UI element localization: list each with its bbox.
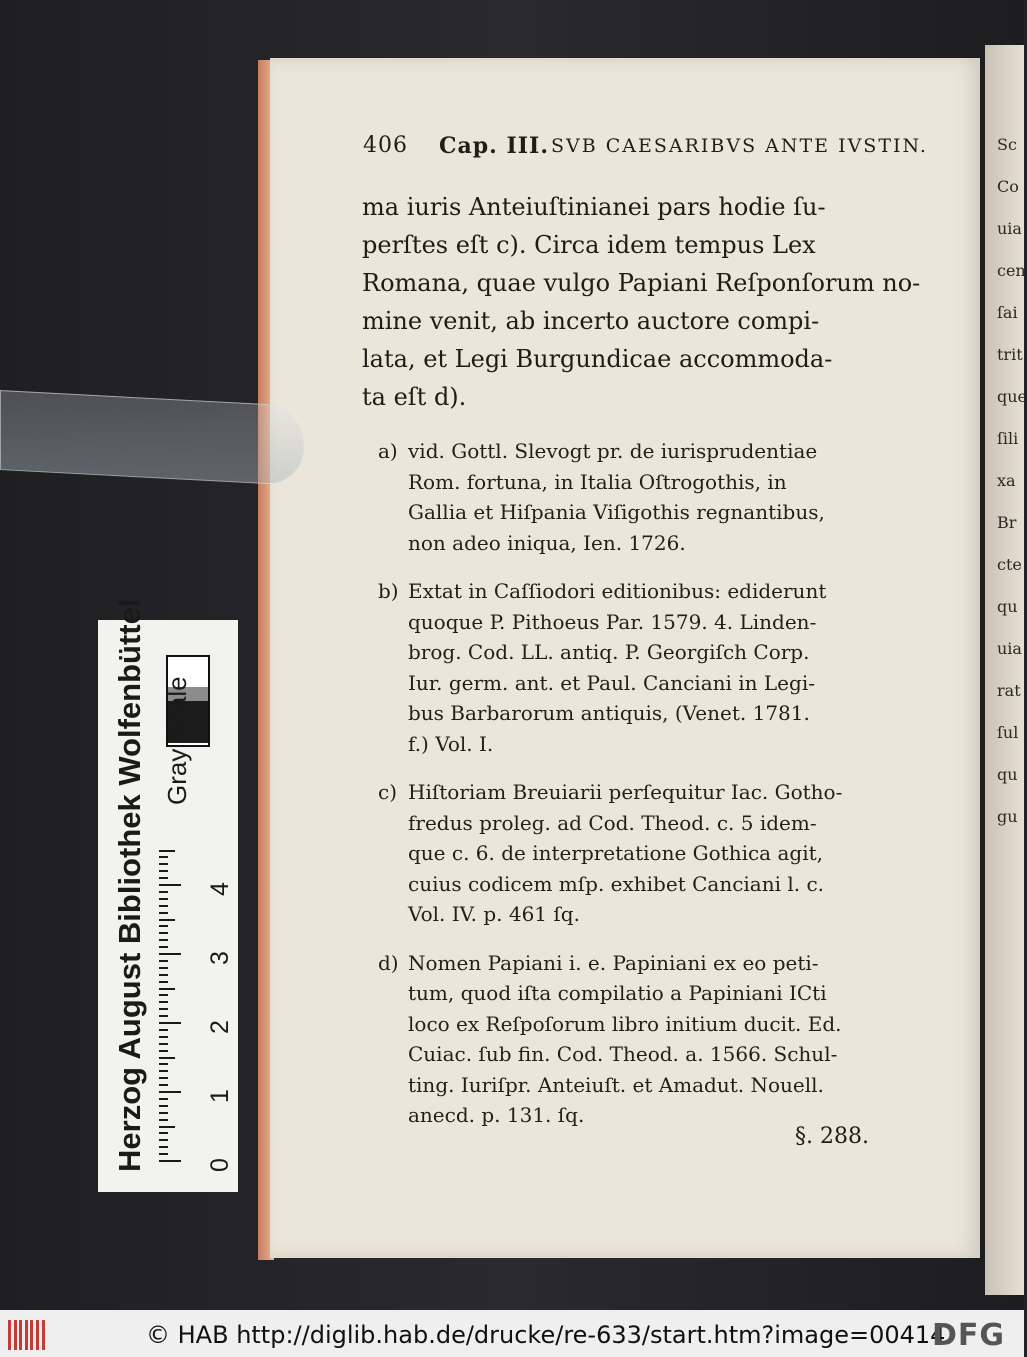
ruler-number-4: 4 — [206, 882, 234, 896]
facing-page-fragment: ſul — [997, 723, 1019, 742]
facing-page-fragment: gu — [997, 807, 1018, 826]
footnotes — [378, 436, 898, 1149]
ruler-tick — [159, 1139, 168, 1141]
ruler-tick — [159, 946, 168, 948]
facing-page-fragment: que — [997, 387, 1027, 406]
ruler-tick — [159, 850, 175, 852]
footnote-line: f.) Vol. I. — [408, 731, 494, 756]
facing-page-fragment: Sc — [997, 135, 1017, 154]
footnote-marker: d) — [378, 950, 399, 975]
ruler-tick — [159, 1022, 181, 1024]
ruler-tick — [159, 1146, 168, 1148]
ruler-tick — [159, 1036, 168, 1038]
facing-page-fragment: ſili — [997, 429, 1019, 448]
facing-page-fragment: qu — [997, 765, 1018, 784]
ruler-tick — [159, 1119, 168, 1121]
footnote-line: anecd. p. 131. ſq. — [408, 1103, 585, 1127]
ruler-tick — [159, 919, 175, 921]
footer-copyright-url[interactable]: © HAB http://diglib.hab.de/drucke/re-633/start.htm?image=00414 — [146, 1321, 946, 1349]
ruler-tick — [159, 905, 168, 907]
ruler-tick — [159, 925, 168, 927]
footnote-line: vid. Gottl. Slevogt pr. de iurisprudentiae — [408, 439, 818, 463]
footnote-line: ting. Iuriſpr. Anteiuſt. et Amadut. Nouell. — [408, 1072, 824, 1097]
ruler-tick — [159, 1091, 181, 1093]
dfg-logo: DFG — [932, 1318, 1006, 1353]
footnote-line: Rom. fortuna, in Italia Oſtrogothis, in — [408, 469, 787, 494]
ruler-number-1: 1 — [206, 1089, 234, 1103]
footnote-line: Cuiac. ſub fin. Cod. Theod. a. 1566. Schul- — [408, 1042, 838, 1066]
facing-page-fragment: rat — [997, 681, 1021, 700]
body-line: ma iuris Anteiuſtinianei pars hodie ſu- — [362, 193, 826, 221]
footnote-line: Gallia et Hiſpania Viſigothis regnantibus, — [408, 500, 825, 524]
ruler-tick — [159, 960, 168, 962]
footnote-line: Extat in Caſſiodori editionibus: ediderunt — [408, 579, 827, 603]
gray-scale-label: Gray Scale — [162, 676, 192, 805]
facing-page-edge — [985, 45, 1027, 1295]
ruler-tick — [159, 1008, 168, 1010]
footnote-line: cuius codicem mſp. exhibet Canciani l. c. — [408, 871, 825, 896]
footnote-marker: b) — [378, 579, 399, 603]
footnote-line: Iur. germ. ant. et Paul. Canciani in Legi- — [408, 670, 815, 695]
facing-page-fragment: Co — [997, 177, 1019, 196]
chapter-label: Cap. III. — [439, 133, 549, 159]
ruler-tick — [159, 1057, 175, 1059]
body-line: Romana, quae vulgo Papiani Reſponſorum no- — [362, 269, 921, 297]
facing-page-fragment: ſai — [997, 303, 1018, 322]
hab-barcode-icon — [8, 1320, 48, 1350]
footnote-d — [378, 948, 898, 1131]
facing-page-fragment: uia — [997, 639, 1022, 658]
facing-page-fragment: Br — [997, 513, 1017, 532]
body-text — [362, 188, 921, 416]
ruler-tick — [159, 863, 168, 865]
ruler-tick — [159, 1112, 168, 1114]
ruler-tick — [159, 1029, 168, 1031]
body-line: mine venit, ab incerto auctore compi- — [362, 307, 820, 335]
ruler-tick — [159, 1132, 168, 1134]
ruler-tick — [159, 1098, 168, 1100]
footnote-line: Vol. IV. p. 461 ſq. — [408, 902, 580, 926]
page-header — [363, 133, 928, 163]
ruler-tick — [159, 1105, 168, 1107]
body-line: ta eſt d). — [362, 383, 467, 411]
ruler-tick — [159, 988, 175, 990]
ruler-tick — [159, 1063, 168, 1065]
ruler-tick — [159, 953, 181, 955]
ruler-tick — [159, 994, 168, 996]
footnote-line: tum, quod iſta compilatio a Papiniani ICti — [408, 981, 827, 1005]
ruler-tick — [159, 981, 168, 983]
ruler-tick — [159, 974, 168, 976]
body-line: perſtes eſt c). Circa idem tempus Lex — [362, 231, 816, 259]
running-title: SVB CAESARIBVS ANTE IVSTIN. — [551, 135, 928, 157]
ruler-number-3: 3 — [206, 951, 234, 965]
facing-page-fragment: trit — [997, 345, 1023, 364]
ruler-tick — [159, 1153, 168, 1155]
ruler-tick — [159, 1050, 168, 1052]
facing-page-fragment: qu — [997, 597, 1018, 616]
footnote-line: quoque P. Pithoeus Par. 1579. 4. Linden- — [408, 609, 817, 634]
facing-page-fragment: uia — [997, 219, 1022, 238]
footnote-line: Nomen Papiani i. e. Papiniani ex eo peti- — [408, 950, 819, 975]
facing-page-fragment: cen — [997, 261, 1026, 280]
ruler-institution-label: Herzog August Bibliothek Wolfenbüttel — [112, 598, 147, 1172]
ruler-number-2: 2 — [206, 1020, 234, 1034]
footnote-line: Hiſtoriam Breuiarii perſequitur Iac. Gotho- — [408, 780, 843, 804]
ruler-tick — [159, 1015, 168, 1017]
ruler-tick — [159, 1043, 168, 1045]
ruler-tick — [159, 1070, 168, 1072]
body-line: lata, et Legi Burgundicae accommoda- — [362, 345, 833, 373]
ruler-tick — [159, 1001, 168, 1003]
footnote-line: que c. 6. de interpretatione Gothica agit, — [408, 841, 823, 865]
facing-page-fragment: cte — [997, 555, 1022, 574]
ruler-tick — [159, 1160, 181, 1162]
ruler-tick — [159, 898, 168, 900]
footnote-line: loco ex Reſpoſorum libro initium ducit. Ed. — [408, 1011, 842, 1036]
ruler-tick — [159, 856, 168, 858]
ruler-tick — [159, 1126, 175, 1128]
ruler-tick — [159, 1077, 168, 1079]
footnote-line: bus Barbarorum antiquis, (Venet. 1781. — [408, 701, 810, 725]
ruler-tick — [159, 891, 168, 893]
ruler-tick — [159, 884, 181, 886]
footnote-b — [378, 576, 898, 759]
ruler-tick — [159, 912, 168, 914]
footnote-marker: a) — [378, 439, 398, 463]
section-catchword: §. 288. — [795, 1124, 869, 1149]
footnote-line: non adeo iniqua, Ien. 1726. — [408, 530, 686, 555]
footnote-marker: c) — [378, 780, 398, 804]
ruler-tick — [159, 877, 168, 879]
facing-page-fragment: xa — [997, 471, 1016, 490]
ruler-tick — [159, 870, 168, 872]
ruler-tick — [159, 939, 168, 941]
ruler-tick — [159, 1084, 168, 1086]
ruler-number-0: 0 — [206, 1158, 234, 1172]
footnote-line: brog. Cod. LL. antiq. P. Georgiſch Corp. — [408, 640, 810, 664]
footnote-a — [378, 436, 898, 558]
page-number: 406 — [363, 133, 408, 158]
ruler-tick — [159, 967, 168, 969]
ruler-tick — [159, 932, 168, 934]
page-clip — [0, 390, 304, 486]
footnote-c — [378, 777, 898, 930]
footnote-line: fredus proleg. ad Cod. Theod. c. 5 idem- — [408, 810, 817, 835]
